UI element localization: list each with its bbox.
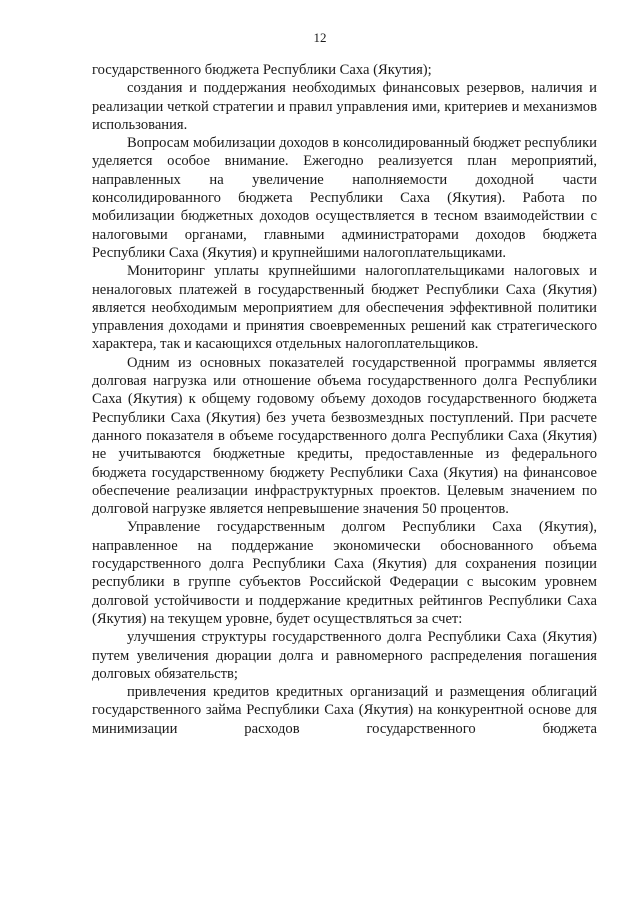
paragraph-borrowing: привлечения кредитов кредитных организаций и размещения облигаций государственного займа Республики Саха (Якутия) на конкурентной основе для минимизации расходов государственного бюджета <box>92 684 597 737</box>
paragraph-continuation: государственного бюджета Республики Саха (Якутия); <box>92 62 432 78</box>
paragraph-debt-load: Одним из основных показателей государственной программы является долговая нагрузка или отношение объема государственного долга Республики Саха (Якутия) к общему годовому объему доходов государственного бюджета Республики Саха (Якутия) без учета безвозмездных поступлений. При расчете данного показателя в объеме государственного долга Республики Саха (Якутия) не учитываются бюджетные кредиты, предоставленные из федерального бюджета государственному бюджету Республики Саха (Якутия) на финансовое обеспечение реализации инфраструктурных проектов. Целевым значением по долговой нагрузке является непревышение значения 50 процентов. <box>92 354 597 518</box>
paragraph-debt-management: Управление государственным долгом Республики Саха (Якутия), направленное на поддержание экономически обоснованного объема государственного долга Республики Саха (Якутия) для сохранения позиции республики в группе субъектов Российской Федерации с высоким уровнем долговой устойчивости и поддержание кредитных рейтингов Республики Саха (Якутия) на текущем уровне, будет осуществляться за счет: <box>92 519 597 627</box>
paragraph-taxpayer-monitoring: Мониторинг уплаты крупнейшими налогоплательщиками налоговых и неналоговых платежей в государственный бюджет Республики Саха (Якутия) является необходимым мероприятием для обеспечения эффективной политики управления доходами и принятия своевременных решений как стратегического характера, так и касающихся отдельных налогоплательщиков. <box>92 263 597 353</box>
paragraph-revenue-mobilization: Вопросам мобилизации доходов в консолидированный бюджет республики уделяется особое внимание. Ежегодно реализуется план мероприятий, направленных на увеличение наполняемости доходной части консолидированного бюджета Республики Саха (Якутия). Работа по мобилизации бюджетных доходов осуществляется в тесном взаимодействии с налоговыми органами, главными администраторами доходов бюджета Республики Саха (Якутия) и крупнейшими налогоплательщиками. <box>92 135 597 261</box>
document-body <box>92 61 597 738</box>
page-number: 12 <box>313 30 327 45</box>
paragraph-financial-reserves: создания и поддержания необходимых финансовых резервов, наличия и реализации четкой стратегии и правил управления ими, критериев и механизмов использования. <box>92 80 597 133</box>
paragraph-debt-structure: улучшения структуры государственного долга Республики Саха (Якутия) путем увеличения дюрации долга и равномерного распределения погашения долговых обязательств; <box>92 629 597 682</box>
